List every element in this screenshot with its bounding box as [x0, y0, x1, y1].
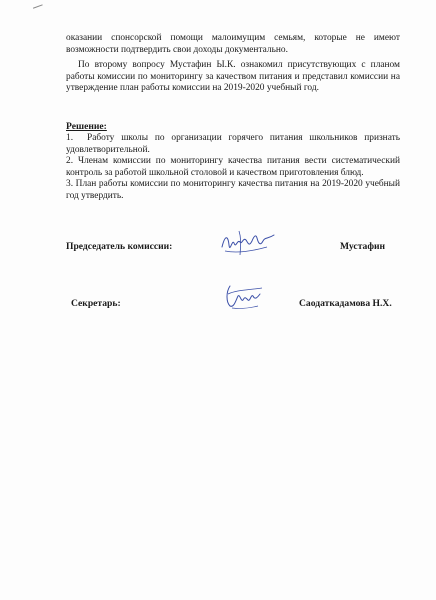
paragraph-continuation: оказании спонсорской помощи малоимущим семьям, которые не имеют возможности подтвердить свои доходы документально.	[66, 33, 400, 55]
chair-signature-icon	[219, 225, 277, 261]
paragraph-second-question: По второму вопросу Мустафин Ы.К. ознакомил присутствующих с планом работы комиссии по мониторингу за качеством питания и представил комиссии на утверждение план работы комиссии на 2019-2020 учебный год.	[66, 60, 400, 94]
scan-mark	[33, 4, 43, 9]
decision-item	[66, 133, 400, 156]
decision-item	[66, 156, 400, 179]
secretary-label: Секретарь:	[71, 298, 121, 309]
decision-item-number: 1.	[66, 133, 74, 143]
secretary-name: Саодаткадамова Н.Х.	[299, 298, 392, 309]
decision-item-number: 2.	[66, 156, 74, 167]
decision-item-number: 3.	[66, 179, 74, 190]
decision-list	[66, 133, 400, 203]
decision-item-text: Членам комиссии по мониторингу качества питания вести систематический контроль за работой школьной столовой и качеством приготовления блюд.	[66, 156, 400, 178]
chair-name: Мустафин	[340, 241, 386, 252]
decision-title: Решение:	[66, 121, 107, 132]
decision-item-text: План работы комиссии по мониторингу качества питания на 2019-2020 учебный год утвердить.	[66, 179, 401, 201]
chair-label: Председатель комиссии:	[66, 241, 173, 252]
decision-item	[66, 179, 400, 202]
decision-item-text: Работу школы по организации горячего питания школьников признать удовлетворительной.	[66, 133, 400, 155]
secretary-signature-icon	[222, 282, 266, 312]
